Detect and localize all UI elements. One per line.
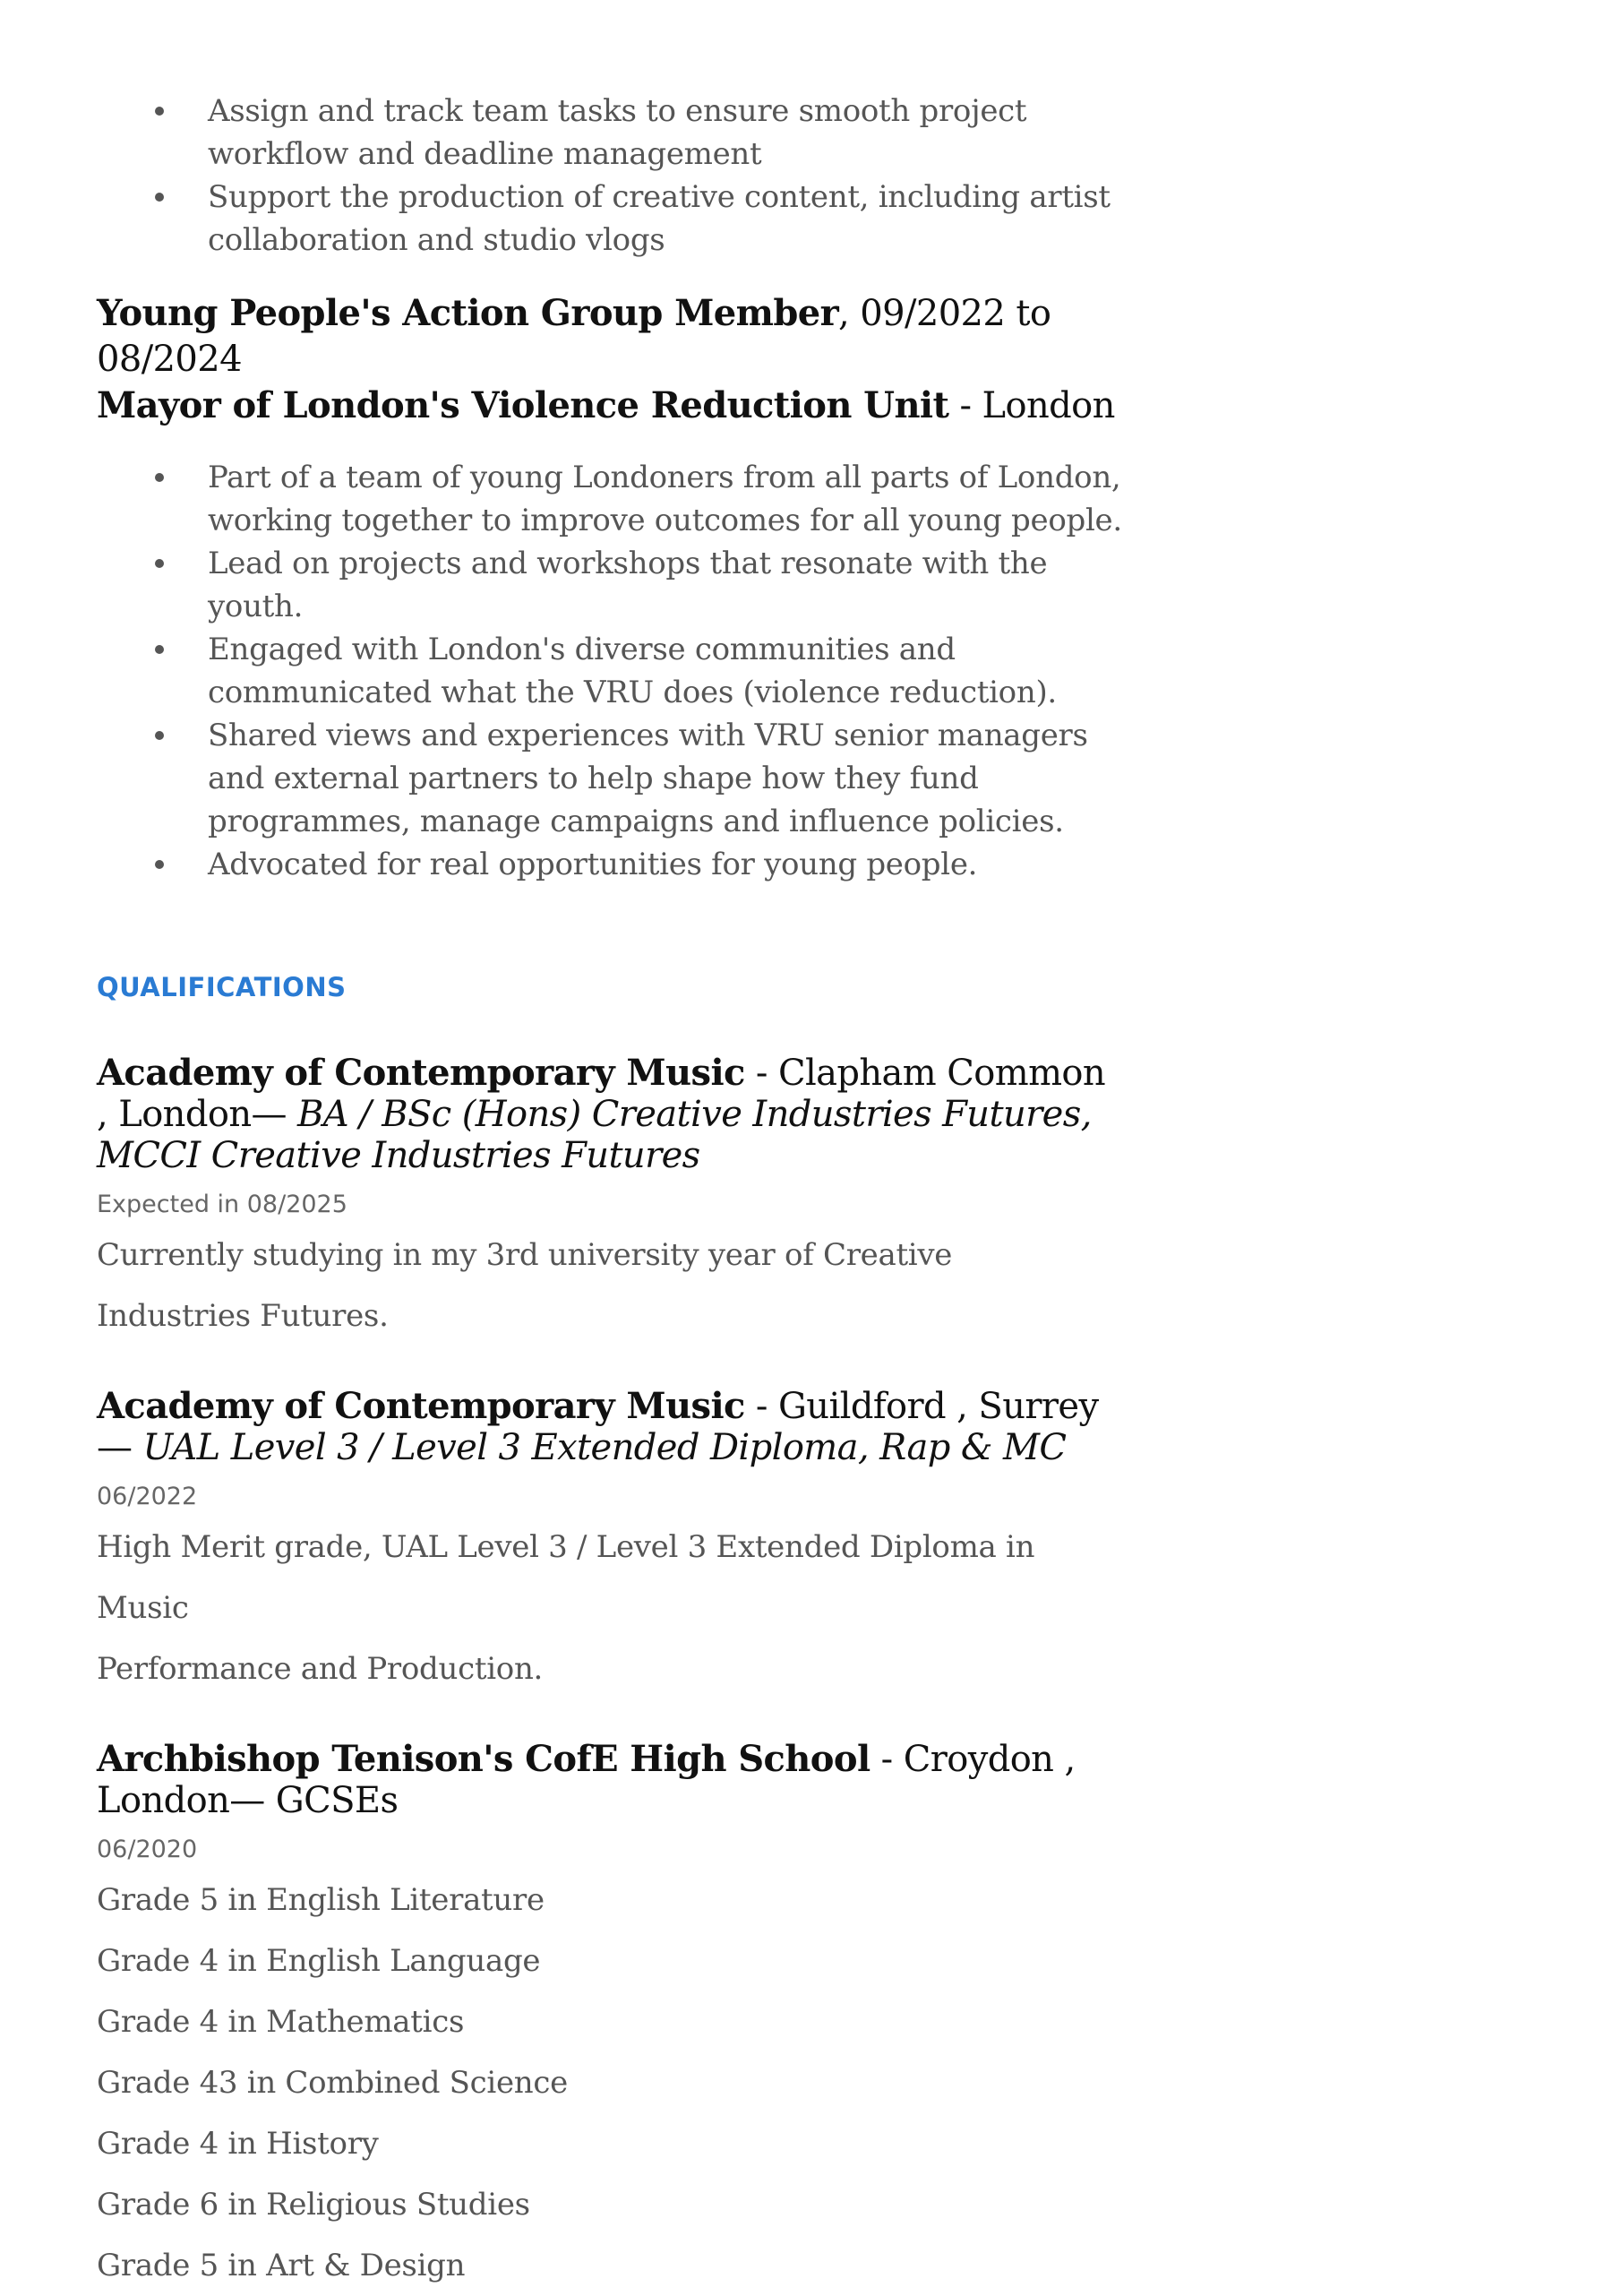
qualification-details	[97, 1517, 1127, 1699]
list-item: Part of a team of young Londoners from all parts of London, working together to improve outcomes for all young people.	[208, 456, 1127, 542]
list-item: Lead on projects and workshops that resonate with the youth.	[208, 542, 1127, 628]
detail-line: Industries Futures.	[97, 1298, 389, 1334]
detail-line: High Merit grade, UAL Level 3 / Level 3 Extended Diploma in Music	[97, 1529, 1035, 1626]
qualification-title	[97, 1053, 1127, 1176]
job-employer-line	[97, 383, 1127, 429]
list-item: Shared views and experiences with VRU senior managers and external partners to help shape how they fund programmes, manage campaigns and influence policies.	[208, 714, 1127, 843]
qualification-title	[97, 1739, 1127, 1821]
detail-line: Grade 4 in History	[97, 2126, 379, 2162]
qualification-entry	[97, 1053, 1127, 1346]
qualification-title	[97, 1386, 1127, 1468]
list-item: Assign and track team tasks to ensure smooth project workflow and deadline management	[208, 90, 1127, 176]
school-location: - Clapham Common , London—	[97, 1053, 1106, 1135]
job-employer: Mayor of London's Violence Reduction Unit	[97, 384, 949, 426]
school-name: Archbishop Tenison's CofE High School	[97, 1738, 871, 1780]
job-date-range: , 09/2022 to 08/2024	[97, 293, 1051, 380]
school-location: - Croydon , London— GCSEs	[97, 1739, 1076, 1821]
job-role-line	[97, 290, 1127, 383]
qualification-entry	[97, 1739, 1127, 2296]
detail-line: Grade 5 in Art & Design	[97, 2248, 466, 2283]
school-name: Academy of Contemporary Music	[97, 1385, 745, 1427]
detail-line: Grade 4 in Mathematics	[97, 2004, 465, 2040]
qualification-date: Expected in 08/2025	[97, 1191, 347, 1218]
job-header	[97, 290, 1127, 429]
job-bullets	[97, 456, 1127, 886]
detail-line: Currently studying in my 3rd university year of Creative	[97, 1237, 953, 1273]
detail-line: Grade 4 in English Language	[97, 1943, 541, 1979]
course-name: UAL Level 3 / Level 3 Extended Diploma, Rap & MC	[142, 1427, 1067, 1468]
qualification-date: 06/2020	[97, 1836, 198, 1863]
job-role: Young People's Action Group Member	[97, 292, 839, 334]
job-location: - London	[948, 385, 1115, 426]
list-item: Engaged with London's diverse communities and communicated what the VRU does (violence reduction).	[208, 628, 1127, 714]
resume-page	[97, 90, 1127, 2296]
school-name: Academy of Contemporary Music	[97, 1052, 745, 1094]
qualifications-heading: QUALIFICATIONS	[97, 972, 347, 1002]
qualification-details	[97, 1870, 1127, 2296]
qualification-details	[97, 1225, 1127, 1346]
school-location: - Guildford , Surrey—	[97, 1386, 1099, 1468]
detail-line: Grade 43 in Combined Science	[97, 2065, 568, 2101]
detail-line: Grade 6 in Religious Studies	[97, 2187, 530, 2223]
qualification-entry	[97, 1386, 1127, 1699]
list-item: Support the production of creative content, including artist collaboration and studio vlogs	[208, 176, 1127, 262]
previous-job-bullets	[97, 90, 1127, 262]
list-item: Advocated for real opportunities for young people.	[208, 843, 1127, 886]
qualification-date: 06/2022	[97, 1483, 198, 1510]
detail-line: Performance and Production.	[97, 1651, 544, 1687]
detail-line: Grade 5 in English Literature	[97, 1882, 545, 1918]
course-name: BA / BSc (Hons) Creative Industries Futures, MCCI Creative Industries Futures	[97, 1094, 1092, 1176]
